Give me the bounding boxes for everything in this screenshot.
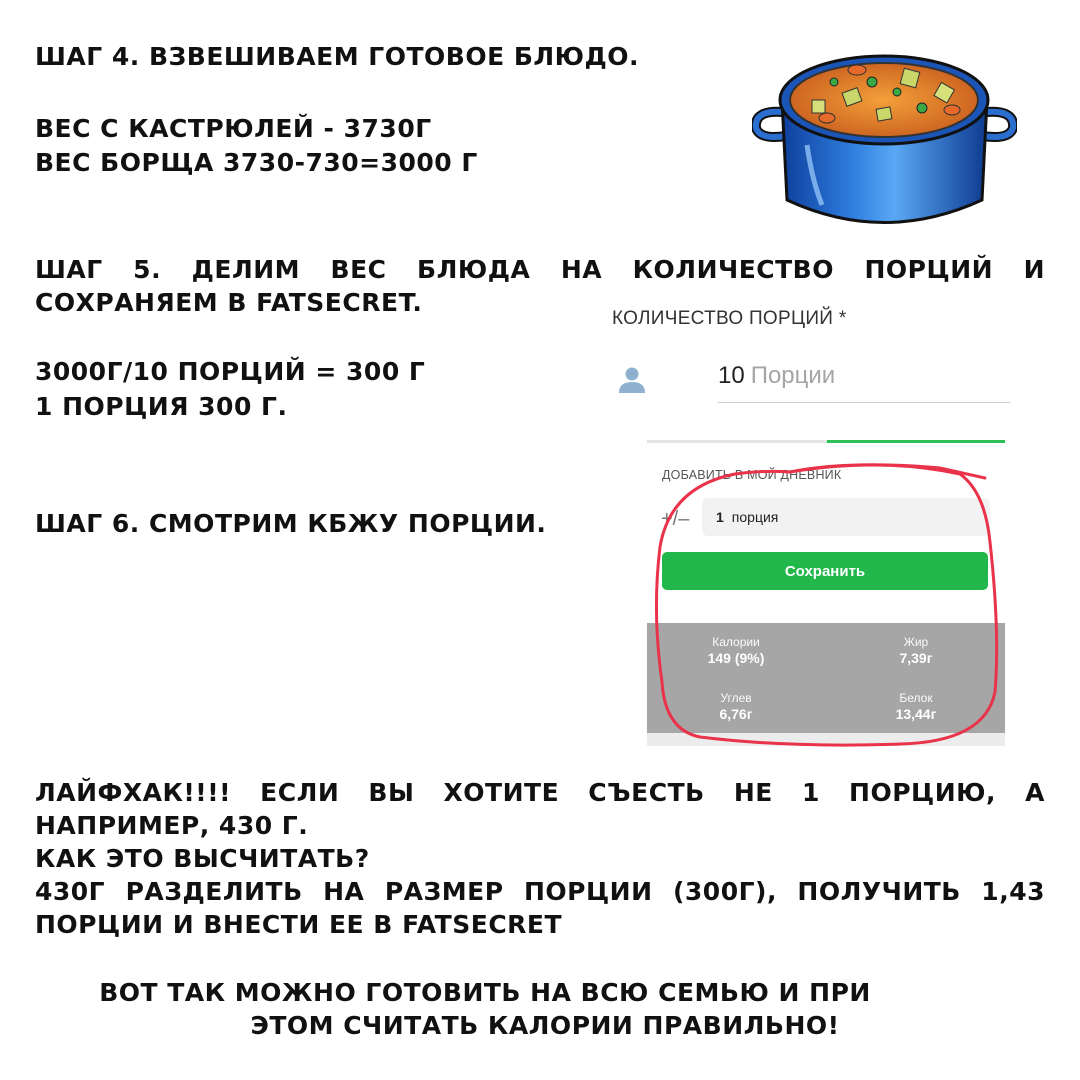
portion-unit: порция: [731, 509, 779, 525]
servings-value: 10: [718, 362, 745, 389]
calc-portion-text: 3000Г/10 ПОРЦИЙ = 300 Г: [35, 357, 426, 386]
nutrient-value: 149 (9%): [707, 649, 765, 666]
servings-input[interactable]: [718, 362, 1010, 403]
soup-pot-icon: [752, 30, 1017, 235]
active-tab-indicator: [827, 440, 1005, 443]
nutrient-value: 13,44г: [895, 705, 937, 722]
footer-line1: ВОТ ТАК МОЖНО ГОТОВИТЬ НА ВСЮ СЕМЬЮ И ПРИ: [99, 978, 871, 1007]
lifehack-text: ЛАЙФХАК!!!! ЕСЛИ ВЫ ХОТИТЕ СЪЕСТЬ НЕ 1 ПОРЦИЮ, А НАПРИМЕР, 430 Г.: [35, 778, 1045, 840]
lifehack-block: [35, 776, 1045, 941]
calories-cell: [647, 623, 825, 677]
add-to-diary-label: ДОБАВИТЬ В МОЙ ДНЕВНИК: [662, 468, 842, 482]
protein-cell: [827, 679, 1005, 733]
nutrient-label: Калории: [712, 634, 760, 649]
footer-conclusion: [35, 976, 1045, 1042]
weight-with-pot-text: ВЕС С КАСТРЮЛЕЙ - 3730Г: [35, 114, 432, 143]
footer-line2: ЭТОМ СЧИТАТЬ КАЛОРИИ ПРАВИЛЬНО!: [250, 1011, 840, 1040]
carbs-cell: [647, 679, 825, 733]
step6-title: ШАГ 6. СМОТРИМ КБЖУ ПОРЦИИ.: [35, 509, 547, 538]
app-bottom-bar: [647, 733, 1005, 746]
servings-unit: Порции: [750, 362, 836, 389]
nutrient-value: 6,76г: [719, 705, 753, 722]
fat-cell: [827, 623, 1005, 677]
nutrition-grid: [647, 623, 1005, 733]
servings-count-label: КОЛИЧЕСТВО ПОРЦИЙ *: [612, 308, 847, 329]
step5-title: ШАГ 5. ДЕЛИМ ВЕС БЛЮДА НА КОЛИЧЕСТВО ПОРЦИЙ И СОХРАНЯЕМ В FATSECRET.: [35, 255, 1045, 317]
weight-borsch-text: ВЕС БОРЩА 3730-730=3000 Г: [35, 148, 478, 177]
save-button[interactable]: Сохранить: [662, 552, 988, 590]
step4-title: ШАГ 4. ВЗВЕШИВАЕМ ГОТОВОЕ БЛЮДО.: [35, 42, 640, 71]
nutrient-label: Углев: [720, 690, 752, 705]
person-icon: [617, 365, 647, 395]
portion-select[interactable]: [702, 498, 990, 536]
nutrient-value: 7,39г: [899, 649, 933, 666]
portion-weight-text: 1 ПОРЦИЯ 300 Г.: [35, 392, 288, 421]
nutrient-label: Белок: [899, 690, 933, 705]
lifehack-explanation: 430Г РАЗДЕЛИТЬ НА РАЗМЕР ПОРЦИИ (300Г), ПОЛУЧИТЬ 1,43 ПОРЦИИ И ВНЕСТИ ЕЕ В FATSECRET: [35, 877, 1045, 939]
fatsecret-app-screenshot: [647, 440, 1005, 746]
nutrient-label: Жир: [903, 634, 929, 649]
lifehack-question: КАК ЭТО ВЫСЧИТАТЬ?: [35, 844, 370, 873]
plus-minus-icon[interactable]: +/–: [661, 508, 690, 530]
portion-number: 1: [716, 509, 724, 525]
